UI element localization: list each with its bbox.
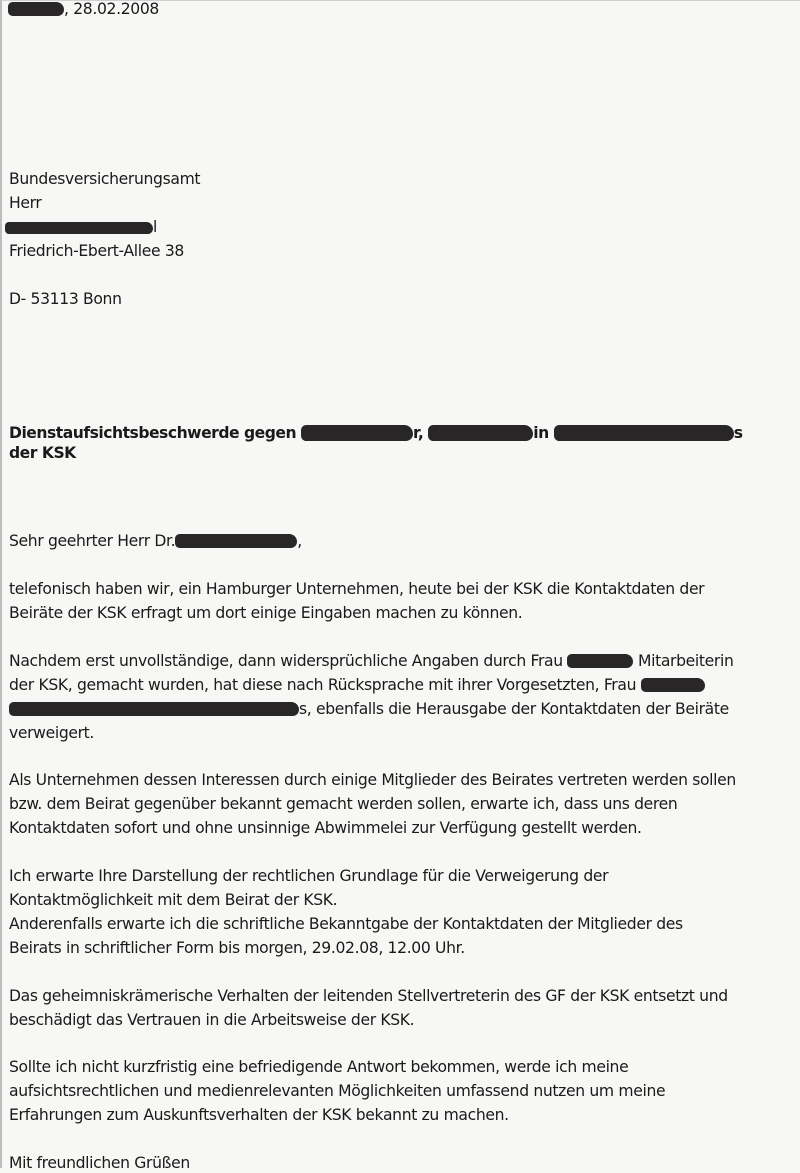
paragraph-5-line: Das geheimniskrämerische Verhalten der leitenden Stellvertreterin des GF der KSK entsetzt und <box>9 987 728 1005</box>
paragraph-1-line: telefonisch haben wir, ein Hamburger Unternehmen, heute bei der KSK die Kontaktdaten der <box>9 580 705 598</box>
redaction-employee-name <box>567 654 633 668</box>
recipient-salutation: Herr <box>9 194 42 212</box>
date-line <box>8 0 159 19</box>
paragraph-2-line: der KSK, gemacht wurden, hat diese nach Rücksprache mit ihrer Vorgesetzten, Frau <box>9 675 705 695</box>
greeting: Sehr geehrter Herr Dr. , <box>9 532 302 550</box>
redaction-greeting-name <box>175 534 297 548</box>
recipient-street: Friedrich-Ebert-Allee 38 <box>9 242 184 260</box>
paragraph-3-line: Kontaktdaten sofort und ohne unsinnige Abwimmelei zur Verfügung gestellt werden. <box>9 819 642 837</box>
recipient-organization: Bundesversicherungsamt <box>9 170 201 188</box>
paragraph-6-line: aufsichtsrechtlichen und medienrelevanten Möglichkeiten umfassend nutzen um meine <box>9 1082 666 1100</box>
subject-line-2: der KSK <box>9 444 76 462</box>
paragraph-1-line: Beiräte der KSK erfragt um dort einige Eingaben machen zu können. <box>9 604 523 622</box>
redaction-place <box>8 2 64 16</box>
redaction-supervisor-title <box>9 702 299 716</box>
paragraph-2-line: s, ebenfalls die Herausgabe der Kontaktdaten der Beiräte <box>9 699 729 719</box>
redaction-recipient-name <box>5 222 153 234</box>
paragraph-4-line: Anderenfalls erwarte ich die schriftliche Bekanntgabe der Kontaktdaten der Mitglieder des <box>9 915 683 933</box>
paragraph-4-line: Beirats in schriftlicher Form bis morgen, 29.02.08, 12.00 Uhr. <box>9 939 465 957</box>
redaction-subject-3 <box>554 425 734 441</box>
redaction-subject-1 <box>301 425 413 441</box>
recipient-name-line: l <box>5 217 157 237</box>
closing: Mit freundlichen Grüßen <box>9 1154 190 1172</box>
paragraph-4-line: Kontaktmöglichkeit mit dem Beirat der KSK. <box>9 891 338 909</box>
paragraph-2-line: verweigert. <box>9 724 95 742</box>
redaction-supervisor-name <box>641 678 705 692</box>
paragraph-6-line: Erfahrungen zum Auskunftsverhalten der KSK bekannt zu machen. <box>9 1106 509 1124</box>
subject-line-1: Dienstaufsichtsbeschwerde gegen r, in s <box>9 424 743 442</box>
paragraph-3-line: bzw. dem Beirat gegenüber bekannt gemacht werden sollen, erwarte ich, dass uns deren <box>9 795 678 813</box>
date-text: , 28.02.2008 <box>64 0 159 18</box>
paragraph-5-line: beschädigt das Vertrauen in die Arbeitsweise der KSK. <box>9 1011 415 1029</box>
paragraph-3-line: Als Unternehmen dessen Interessen durch einige Mitglieder des Beirates vertreten werden sollen <box>9 771 736 789</box>
paragraph-6-line: Sollte ich nicht kurzfristig eine befriedigende Antwort bekommen, werde ich meine <box>9 1058 629 1076</box>
recipient-city: D- 53113 Bonn <box>9 290 122 308</box>
paragraph-2-line: Nachdem erst unvollständige, dann widersprüchliche Angaben durch Frau Mitarbeiterin <box>9 652 734 670</box>
paragraph-4-line: Ich erwarte Ihre Darstellung der rechtlichen Grundlage für die Verweigerung der <box>9 867 609 885</box>
redaction-subject-2 <box>428 425 533 441</box>
